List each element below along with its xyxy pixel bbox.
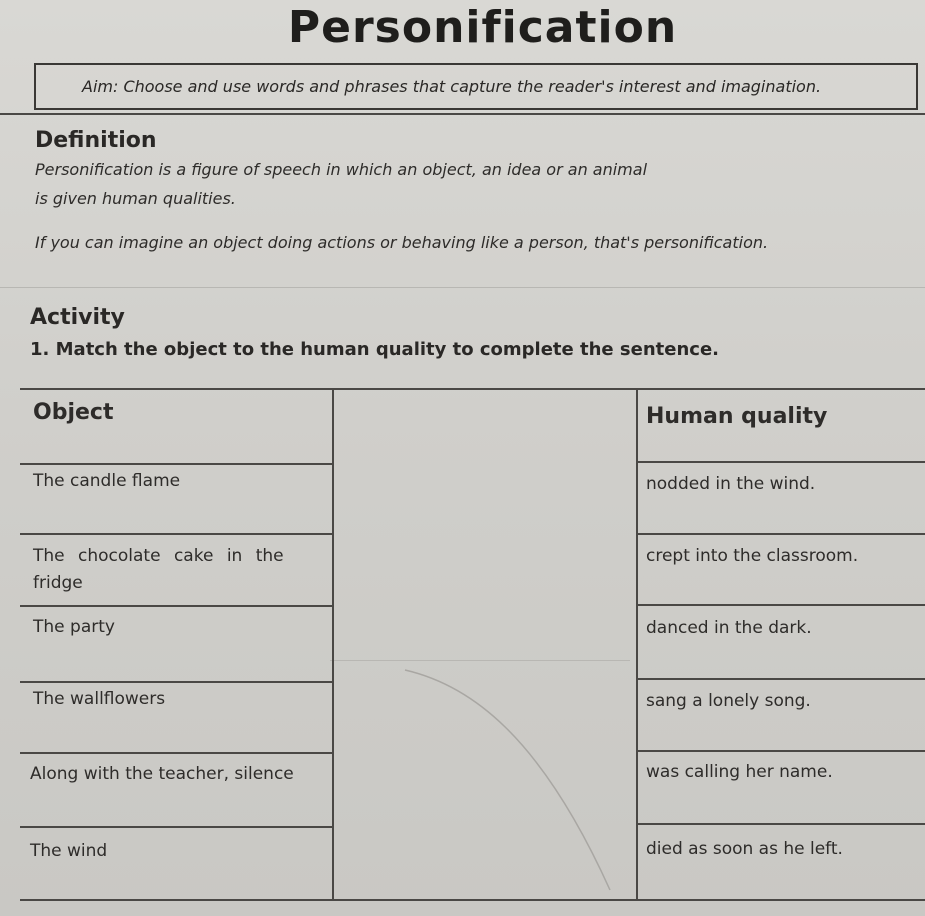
definition-text-line-3: If you can imagine an object doing actions or behaving like a person, that's personification. [35, 233, 769, 252]
object-cell-continued: fridge [33, 573, 83, 593]
quality-cell: danced in the dark. [646, 618, 812, 638]
quality-cell: nodded in the wind. [646, 474, 816, 494]
object-row-line [20, 533, 332, 535]
divider-line [0, 113, 925, 115]
faint-rule [330, 660, 630, 661]
quality-row-line [636, 823, 925, 825]
quality-row-line [636, 461, 925, 463]
object-column-header: Object [33, 400, 114, 425]
object-cell: The wind [30, 841, 108, 861]
activity-heading: Activity [30, 305, 125, 330]
quality-row-line [636, 678, 925, 680]
quality-cell: sang a lonely song. [646, 691, 811, 711]
page-title: Personification [287, 2, 678, 53]
object-cell: The chocolate cake in the [33, 546, 284, 566]
object-cell: The candle flame [33, 471, 181, 491]
definition-heading: Definition [35, 128, 157, 153]
object-cell: Along with the teacher, silence [30, 764, 294, 784]
object-row-line [20, 681, 332, 683]
quality-column-header: Human quality [646, 404, 828, 429]
object-row-line [20, 752, 332, 754]
activity-instruction: 1. Match the object to the human quality to complete the sentence. [30, 339, 719, 360]
quality-row-line [636, 750, 925, 752]
table-top-border [20, 388, 925, 390]
quality-cell: crept into the classroom. [646, 546, 859, 566]
object-cell: The wallflowers [33, 689, 166, 709]
object-row-line [20, 463, 332, 465]
table-divider-left [332, 388, 334, 900]
definition-text-line-2: is given human qualities. [35, 189, 236, 208]
quality-cell: was calling her name. [646, 762, 833, 782]
object-row-line [20, 826, 332, 828]
quality-cell: died as soon as he left. [646, 839, 843, 859]
object-row-line [20, 605, 332, 607]
faint-rule [0, 287, 925, 288]
table-bottom-border [20, 899, 925, 901]
quality-row-line [636, 533, 925, 535]
aim-box: Aim: Choose and use words and phrases that capture the reader's interest and imagination. [34, 63, 918, 110]
quality-row-line [636, 604, 925, 606]
pencil-mark [400, 665, 620, 895]
definition-text-line-1: Personification is a figure of speech in which an object, an idea or an animal [35, 160, 648, 179]
object-cell: The party [33, 617, 115, 637]
